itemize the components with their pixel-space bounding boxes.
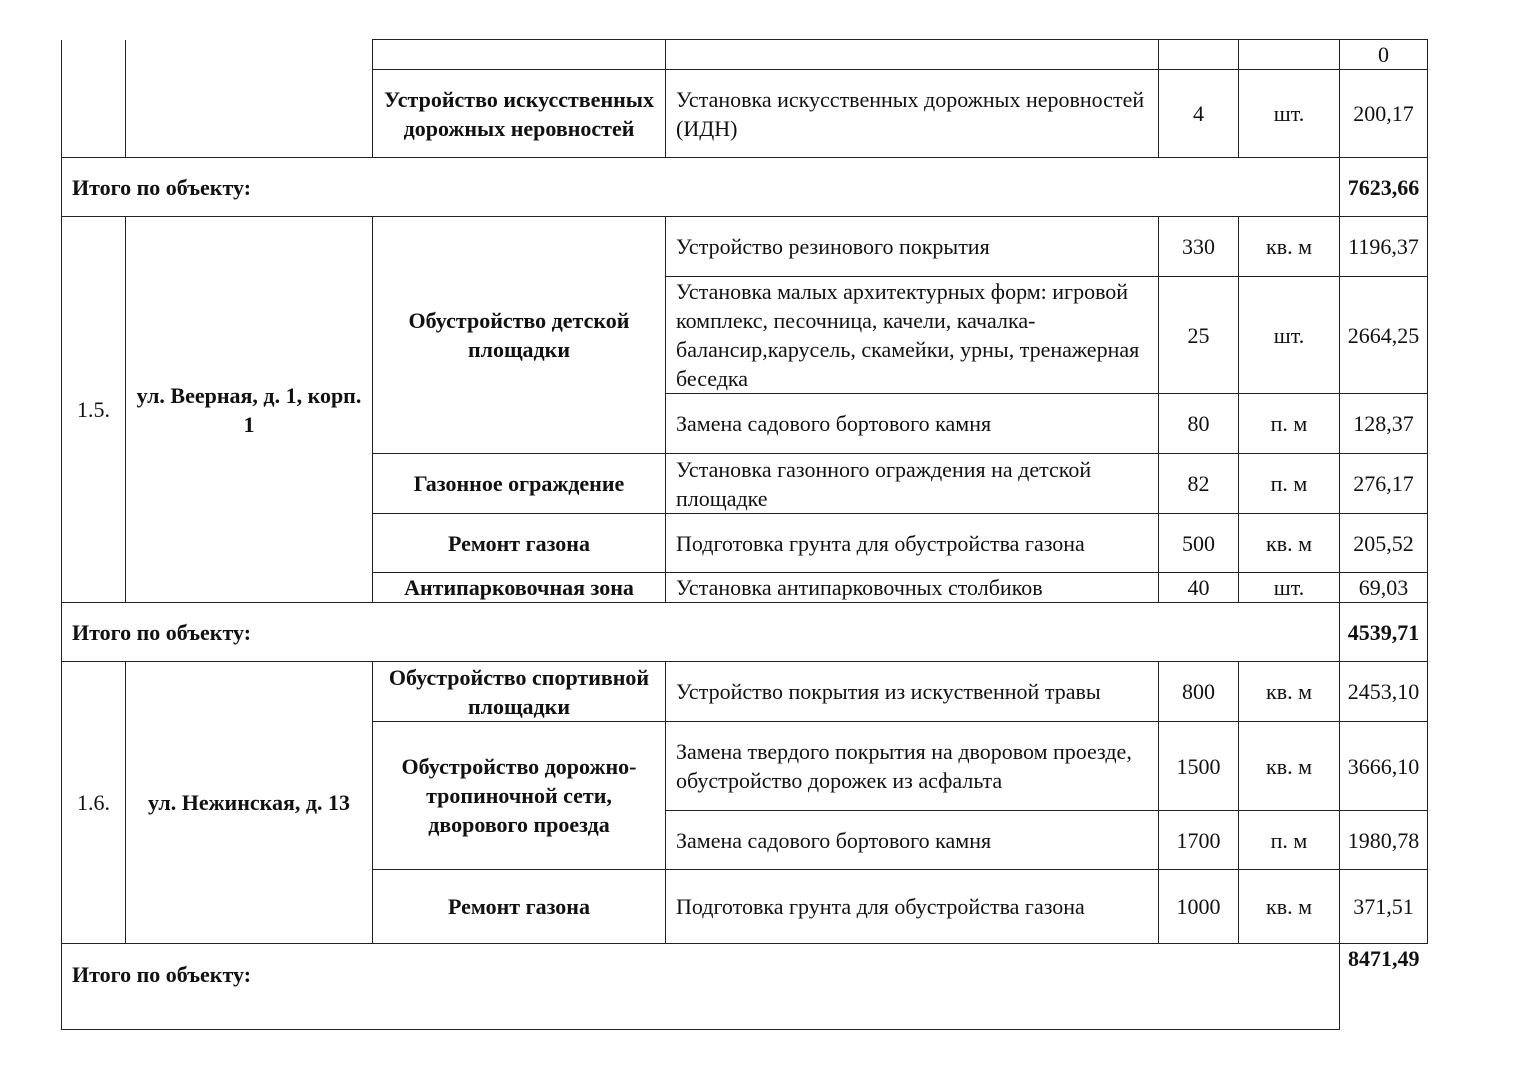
sum-cell: 1980,78 [1340, 811, 1428, 870]
total-row [62, 603, 1428, 662]
total-sum: 4539,71 [1340, 603, 1428, 662]
category-cell: Устройство искусственных дорожных неровностей [373, 70, 666, 158]
table-row [62, 40, 1428, 70]
quantity-cell: 800 [1159, 662, 1239, 722]
category-cell: Газонное ограждение [373, 454, 666, 514]
quantity-cell: 1500 [1159, 722, 1239, 811]
description-cell: Замена садового бортового камня [666, 811, 1159, 870]
object-address: ул. Нежинская, д. 13 [126, 662, 373, 944]
category-cell: Обустройство детской площадки [373, 217, 666, 454]
object-number: 1.5. [62, 217, 126, 603]
description-line: Замена твердого покрытия на дворовом проезде, [676, 739, 1132, 764]
number-cell-continued [62, 40, 126, 158]
category-cell: Обустройство дорожно-тропиночной сети, дворового проезда [373, 722, 666, 870]
unit-cell: шт. [1239, 70, 1340, 158]
description-cell: Замена садового бортового камня [666, 394, 1159, 454]
total-row [62, 158, 1428, 217]
unit-cell: п. м [1239, 811, 1340, 870]
total-label: Итого по объекту: [62, 158, 1340, 217]
quantity-cell: 4 [1159, 70, 1239, 158]
table-row [62, 662, 1428, 722]
unit-cell: кв. м [1239, 662, 1340, 722]
total-sum: 8471,49 [1340, 944, 1428, 1030]
address-cell-continued [126, 40, 373, 158]
total-row [62, 944, 1428, 1030]
quantity-cell: 330 [1159, 217, 1239, 277]
description-cell: Устройство покрытия из искуственной травы [666, 662, 1159, 722]
sum-cell: 2453,10 [1340, 662, 1428, 722]
category-cell: Антипарковочная зона [373, 573, 666, 603]
sum-cell: 371,51 [1340, 870, 1428, 944]
unit-cell: кв. м [1239, 514, 1340, 573]
table-row [62, 217, 1428, 277]
quantity-cell: 1000 [1159, 870, 1239, 944]
sum-cell: 3666,10 [1340, 722, 1428, 811]
description-cell: Установка газонного ограждения на детской площадке [666, 454, 1159, 514]
quantity-cell: 500 [1159, 514, 1239, 573]
category-cell: Ремонт газона [373, 870, 666, 944]
sum-cell: 128,37 [1340, 394, 1428, 454]
quantity-cell: 40 [1159, 573, 1239, 603]
total-label: Итого по объекту: [62, 944, 1340, 1030]
description-cell: Установка искусственных дорожных неровностей (ИДН) [666, 70, 1159, 158]
description-cell [666, 722, 1159, 811]
category-cell: Ремонт газона [373, 514, 666, 573]
unit-cell [1239, 40, 1340, 70]
object-address: ул. Веерная, д. 1, корп. 1 [126, 217, 373, 603]
quantity-cell: 25 [1159, 277, 1239, 394]
quantity-cell: 80 [1159, 394, 1239, 454]
sum-cell: 200,17 [1340, 70, 1428, 158]
sum-cell: 2664,25 [1340, 277, 1428, 394]
unit-cell: кв. м [1239, 722, 1340, 811]
description-cell: Устройство резинового покрытия [666, 217, 1159, 277]
total-label: Итого по объекту: [62, 603, 1340, 662]
unit-cell: кв. м [1239, 870, 1340, 944]
quantity-cell [1159, 40, 1239, 70]
sum-cell: 205,52 [1340, 514, 1428, 573]
sum-cell: 69,03 [1340, 573, 1428, 603]
object-number: 1.6. [62, 662, 126, 944]
sum-cell: 276,17 [1340, 454, 1428, 514]
description-cell: Подготовка грунта для обустройства газона [666, 870, 1159, 944]
total-sum: 7623,66 [1340, 158, 1428, 217]
quantity-cell: 1700 [1159, 811, 1239, 870]
sum-cell: 1196,37 [1340, 217, 1428, 277]
unit-cell: кв. м [1239, 217, 1340, 277]
unit-cell: п. м [1239, 454, 1340, 514]
unit-cell: шт. [1239, 573, 1340, 603]
category-cell: Обустройство спортивной площадки [373, 662, 666, 722]
category-cell [373, 40, 666, 70]
works-table [61, 39, 1428, 1030]
unit-cell: п. м [1239, 394, 1340, 454]
description-cell: Установка антипарковочных столбиков [666, 573, 1159, 603]
description-cell: Подготовка грунта для обустройства газона [666, 514, 1159, 573]
sum-cell: 0 [1340, 40, 1428, 70]
description-cell [666, 40, 1159, 70]
description-cell: Установка малых архитектурных форм: игровой комплекс, песочница, качели, качалка-балансир,карусель, скамейки, урны, тренажерная беседка [666, 277, 1159, 394]
description-line: обустройство дорожек из асфальта [676, 768, 1003, 793]
unit-cell: шт. [1239, 277, 1340, 394]
quantity-cell: 82 [1159, 454, 1239, 514]
